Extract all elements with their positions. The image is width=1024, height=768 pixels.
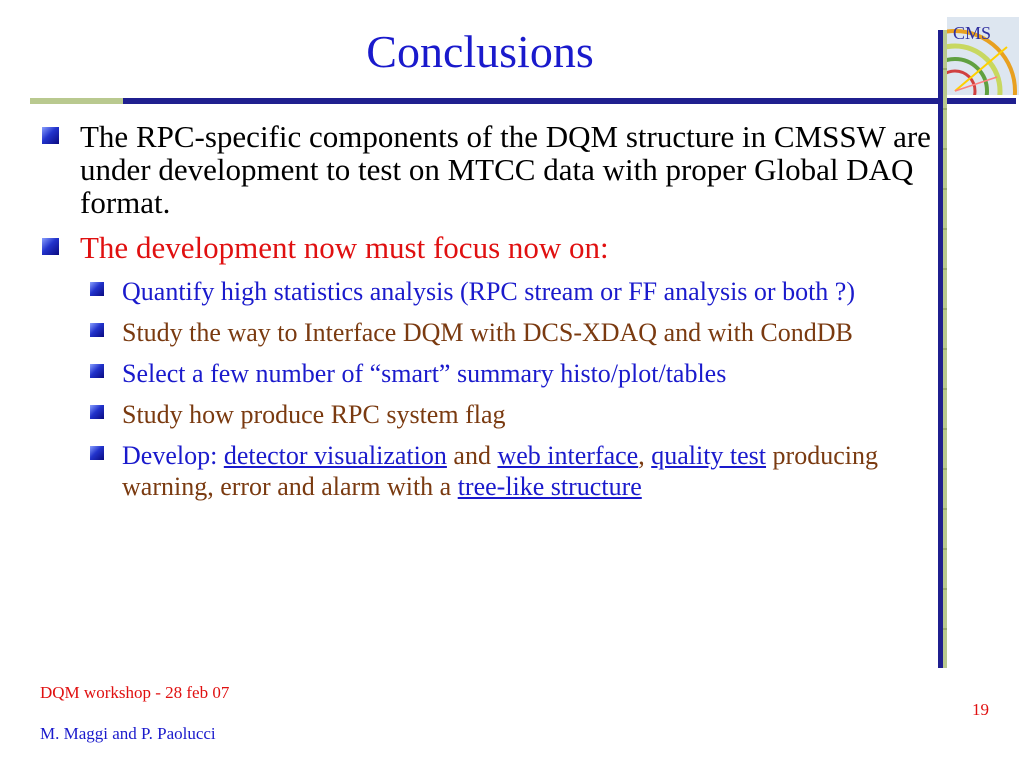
square-bullet-icon [90, 364, 104, 378]
develop-prefix: Develop: [122, 441, 224, 470]
square-bullet-icon [90, 282, 104, 296]
square-bullet-icon [90, 405, 104, 419]
square-bullet-icon [42, 238, 59, 255]
link-web-interface[interactable]: web interface [497, 441, 639, 470]
sub-bullet-text: Study the way to Interface DQM with DCS-XDAQ and with CondDB [122, 318, 853, 347]
link-tree-like-structure[interactable]: tree-like structure [457, 472, 642, 501]
bullet-components [42, 120, 932, 219]
develop-text-and: and [446, 441, 498, 470]
sub-bullet-flag [42, 399, 932, 430]
side-rule-accent [943, 30, 947, 668]
sub-bullet-develop [42, 440, 932, 502]
square-bullet-icon [90, 446, 104, 460]
develop-text-comma: , [638, 441, 652, 470]
title-rule-accent [30, 98, 123, 104]
footer-authors: M. Maggi and P. Paolucci [40, 724, 216, 743]
page-number: 19 [972, 700, 989, 719]
title-rule [123, 98, 1016, 104]
sub-bullet-interface [42, 317, 932, 348]
square-bullet-icon [90, 323, 104, 337]
footer-event: DQM workshop - 28 feb 07 [40, 683, 230, 702]
sub-bullet-text: Study how produce RPC system flag [122, 400, 506, 429]
sub-bullet-text: Quantify high statistics analysis (RPC stream or FF analysis or both ?) [122, 277, 855, 306]
cms-logo [947, 17, 1019, 95]
sub-bullet-text: Select a few number of “smart” summary histo/plot/tables [122, 359, 727, 388]
sub-bullet-select [42, 358, 932, 389]
link-detector-visualization[interactable]: detector visualization [223, 441, 447, 470]
logo-text: CMS [953, 23, 992, 43]
bullet-focus [42, 231, 932, 264]
slide-body [42, 120, 932, 512]
slide-title: Conclusions [366, 26, 594, 77]
bullet-text: The RPC-specific components of the DQM structure in CMSSW are under development to test on MTCC data with proper Global DAQ format. [80, 119, 931, 220]
square-bullet-icon [42, 127, 59, 144]
bullet-text: The development now must focus now on: [80, 230, 609, 265]
sub-bullet-quantify [42, 276, 932, 307]
link-quality-test[interactable]: quality test [651, 441, 767, 470]
develop-text-producing: producing warning, error and alarm with a [122, 441, 878, 501]
